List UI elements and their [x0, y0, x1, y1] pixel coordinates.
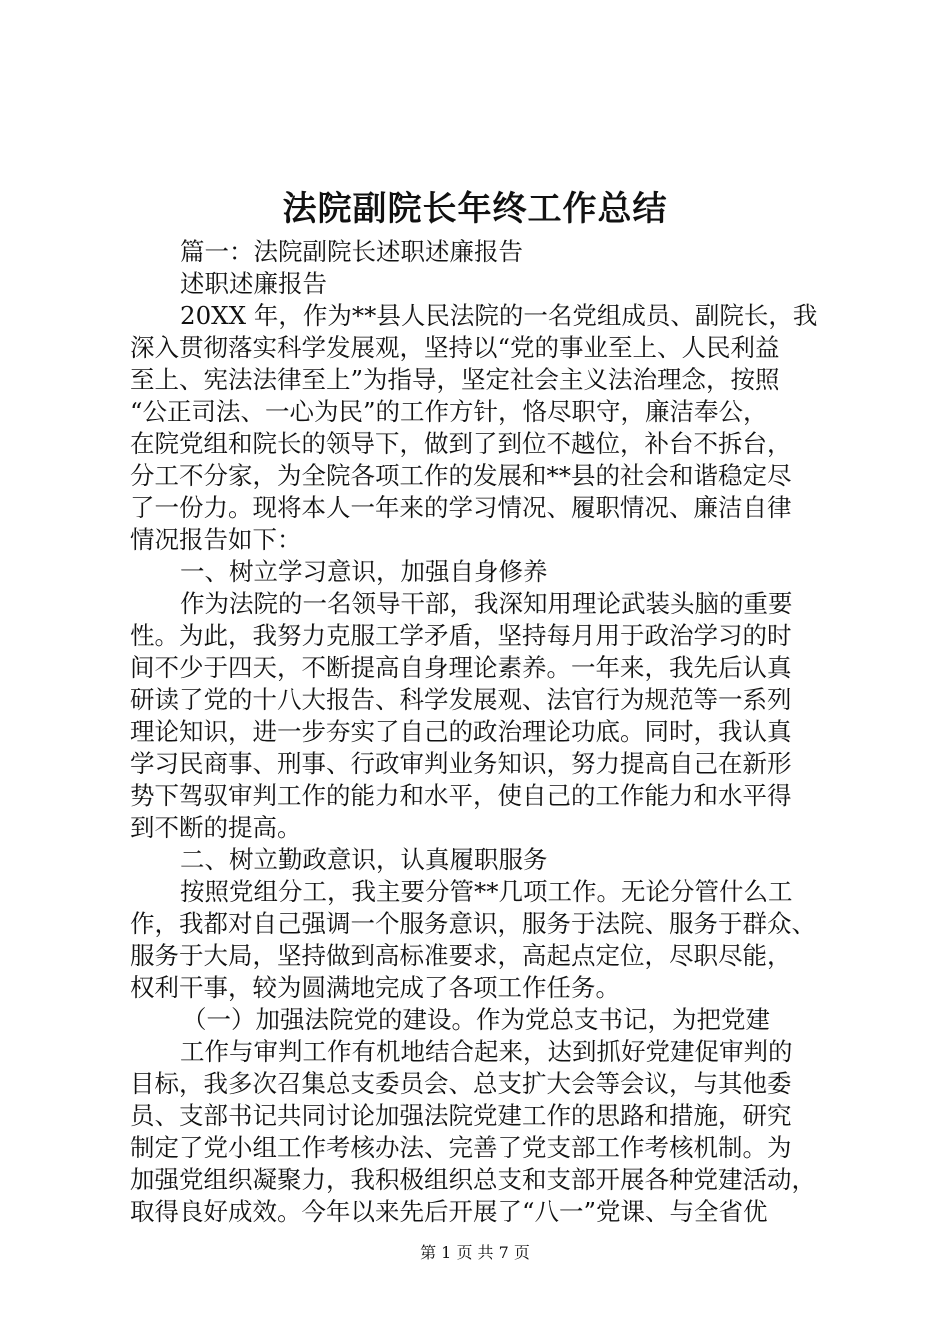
document-body	[130, 236, 836, 1228]
text-line: 制定了党小组工作考核办法、完善了党支部工作考核机制。为	[130, 1133, 792, 1162]
text-line: 按照党组分工，我主要分管**几项工作。无论分管什么工	[180, 877, 793, 906]
text-line: 员、支部书记共同讨论加强法院党建工作的思路和措施，研究	[130, 1101, 792, 1130]
section-heading: 一、树立学习意识，加强自身修养	[180, 557, 548, 586]
text-line: 加强党组织凝聚力，我积极组织总支和支部开展各种党建活动，	[130, 1165, 816, 1194]
text-line: 权利干事，较为圆满地完成了各项工作任务。	[130, 973, 620, 1002]
text-line: 分工不分家，为全院各项工作的发展和**县的社会和谐稳定尽	[130, 461, 792, 490]
text-line: 20XX 年，作为**县人民法院的一名党组成员、副院长，我	[180, 301, 818, 330]
text-line: 目标，我多次召集总支委员会、总支扩大会等会议，与其他委	[130, 1069, 792, 1098]
section-heading: 二、树立勤政意识，认真履职服务	[180, 845, 548, 874]
text-line: 性。为此，我努力克服工学矛盾，坚持每月用于政治学习的时	[130, 621, 792, 650]
text-line: 到不断的提高。	[130, 813, 302, 842]
page-footer: 第 1 页 共 7 页	[420, 1243, 530, 1262]
text-line: 在院党组和院长的领导下，做到了到位不越位，补台不拆台，	[130, 429, 792, 458]
text-line: “公正司法、一心为民”的工作方针，恪尽职守，廉洁奉公，	[130, 397, 768, 426]
document-title: 法院副院长年终工作总结	[282, 189, 668, 229]
subsection-heading: （一）加强法院党的建设。作为党总支书记，为把党建	[182, 1005, 770, 1034]
text-line: 势下驾驭审判工作的能力和水平，使自己的工作能力和水平得	[130, 781, 792, 810]
text-line: 学习民商事、刑事、行政审判业务知识，努力提高自己在新形	[130, 749, 792, 778]
text-line: 了一份力。现将本人一年来的学习情况、履职情况、廉洁自律	[130, 493, 792, 522]
text-line: 间不少于四天，不断提高自身理论素养。一年来，我先后认真	[130, 653, 792, 682]
text-line: 述职述廉报告	[180, 269, 327, 298]
text-line: 工作与审判工作有机地结合起来，达到抓好党建促审判的	[180, 1037, 793, 1066]
text-line: 理论知识，进一步夯实了自己的政治理论功底。同时，我认真	[130, 717, 792, 746]
text-line: 情况报告如下：	[130, 525, 302, 554]
text-line: 篇一：法院副院长述职述廉报告	[180, 237, 523, 266]
text-line: 服务于大局，坚持做到高标准要求，高起点定位，尽职尽能，	[130, 941, 792, 970]
text-line: 作，我都对自己强调一个服务意识，服务于法院、服务于群众、	[130, 909, 816, 938]
text-line: 深入贯彻落实科学发展观，坚持以“党的事业至上、人民利益	[130, 333, 780, 362]
text-line: 取得良好成效。今年以来先后开展了“八一”党课、与全省优	[130, 1197, 768, 1226]
text-line: 作为法院的一名领导干部，我深知用理论武装头脑的重要	[180, 589, 793, 618]
text-line: 至上、宪法法律至上”为指导，坚定社会主义法治理念，按照	[130, 365, 780, 394]
text-line: 研读了党的十八大报告、科学发展观、法官行为规范等一系列	[130, 685, 792, 714]
